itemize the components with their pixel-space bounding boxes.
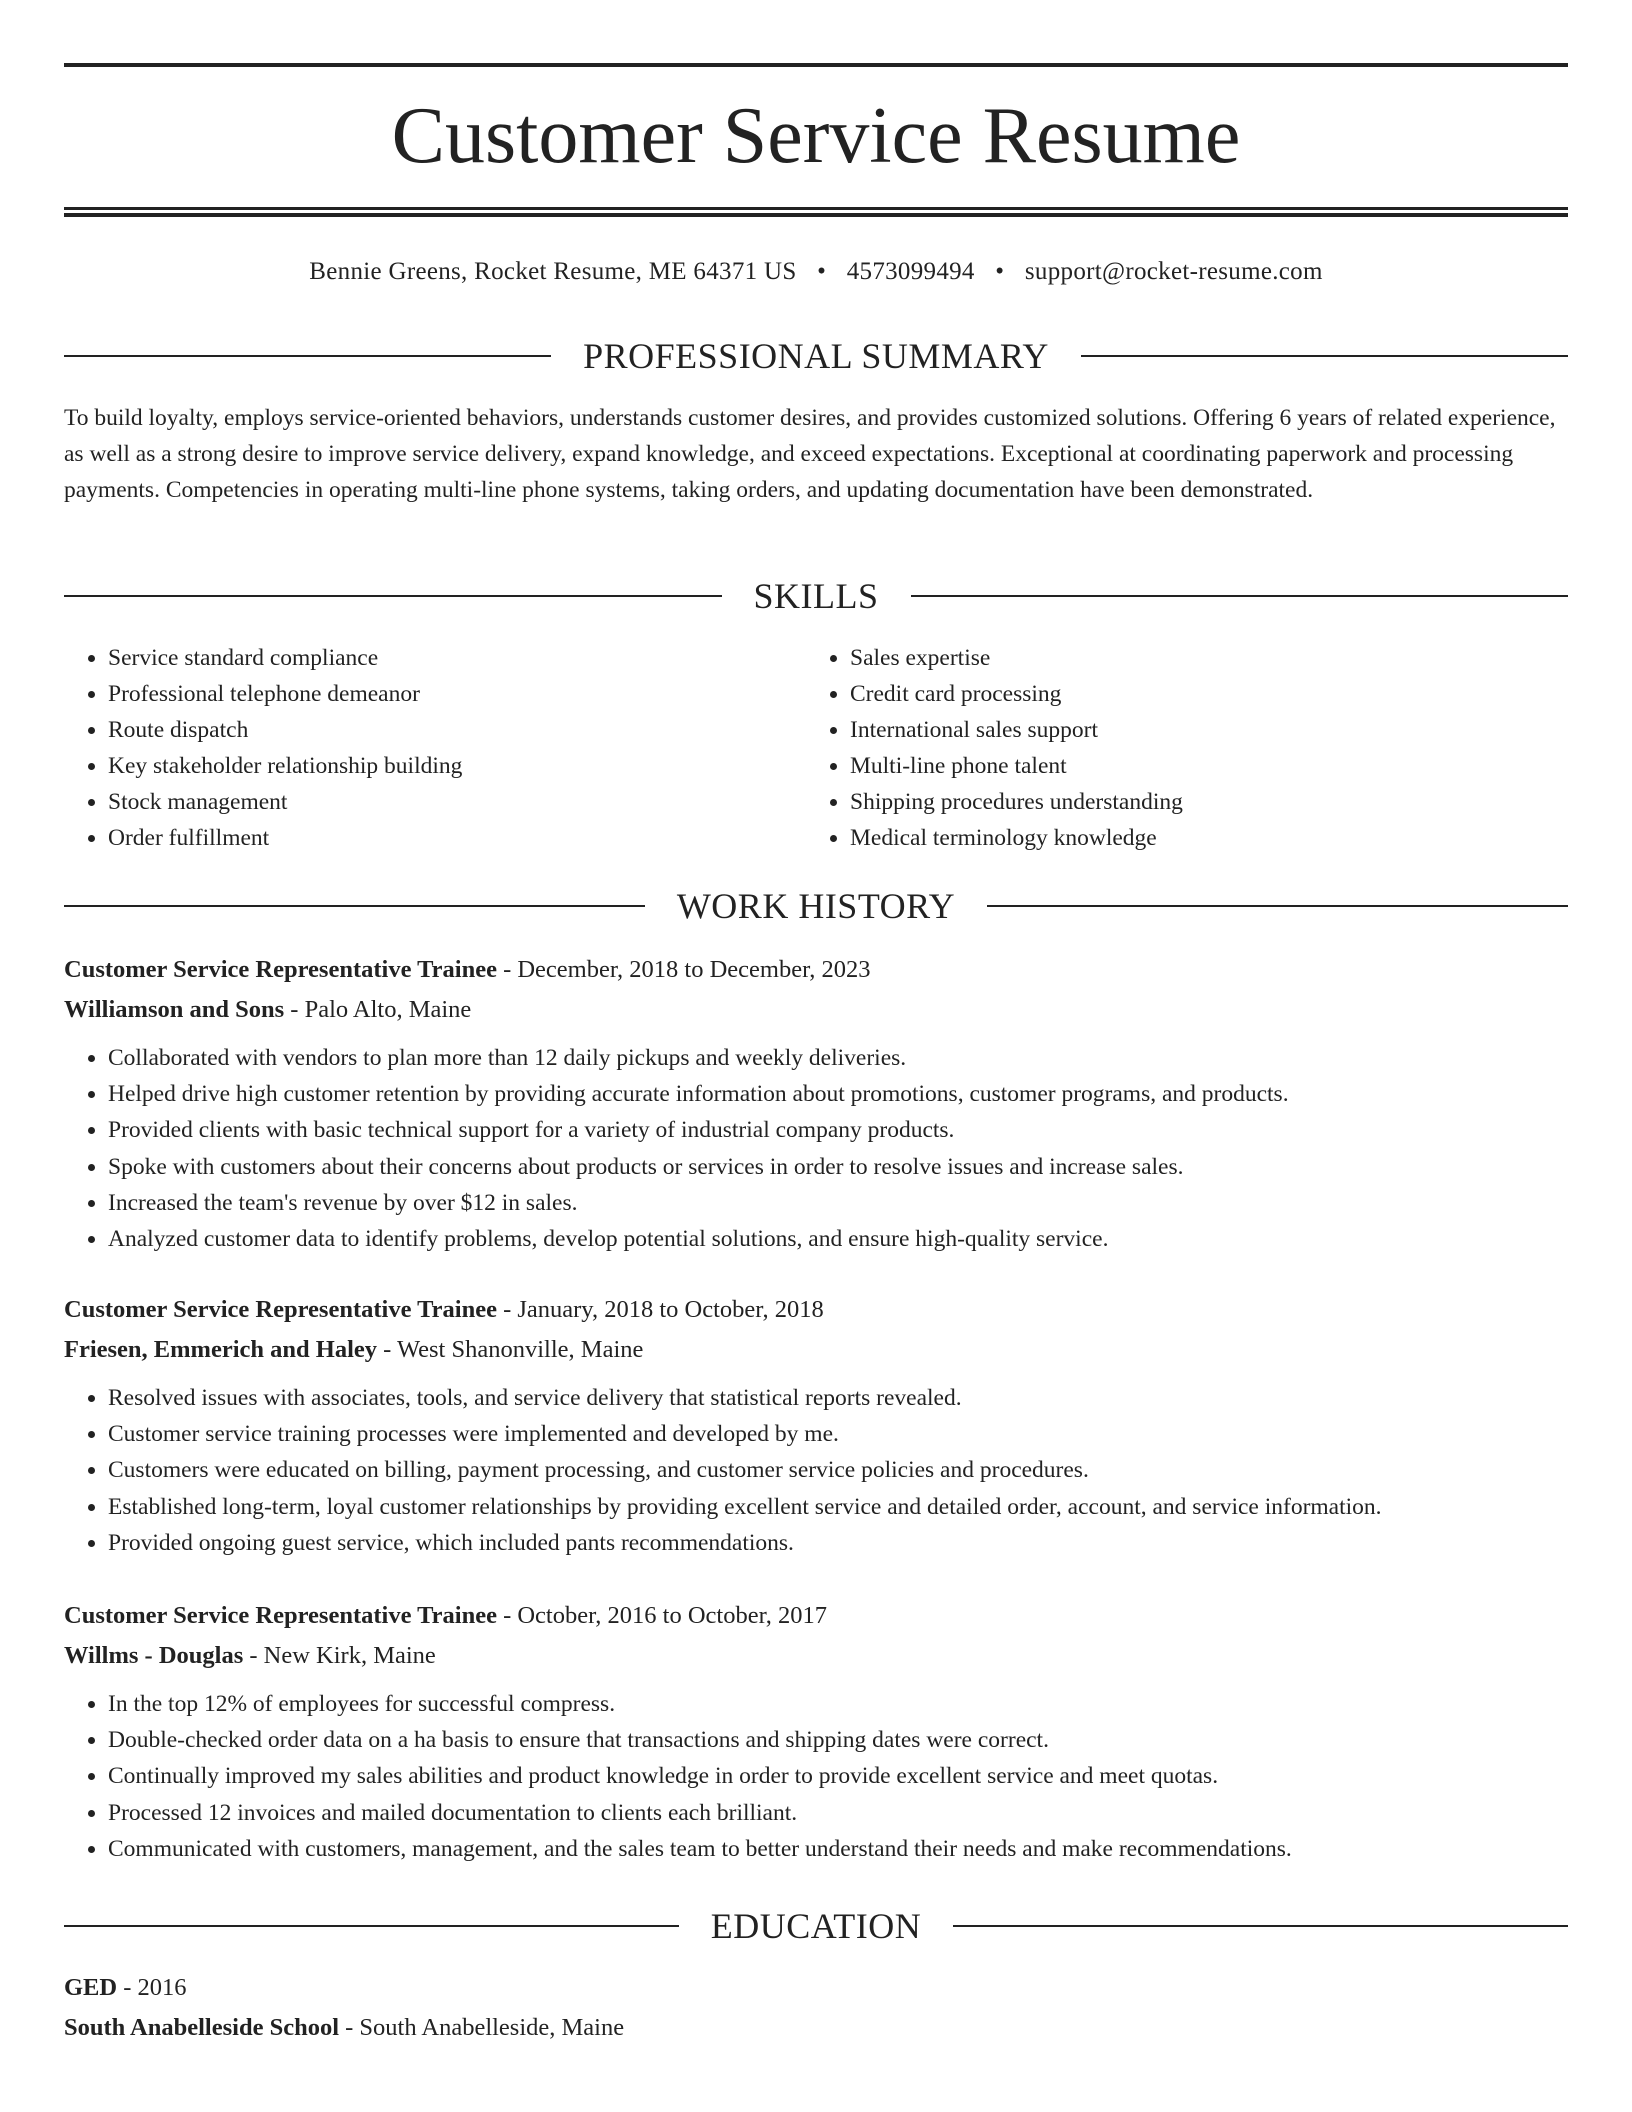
- job-bullets: [64, 1040, 1568, 1257]
- divider: [64, 595, 722, 597]
- education-entry: [64, 1968, 1568, 2048]
- section-heading-work-history: [64, 884, 1568, 928]
- education-school-line: [64, 2008, 1568, 2048]
- section-title: PROFESSIONAL SUMMARY: [583, 336, 1049, 376]
- job-company-line: [64, 1636, 1568, 1676]
- list-item: • Collaborated with vendors to plan more than 12 daily pickups and weekly deliveries.: [108, 1040, 1568, 1076]
- list-item: • Increased the team's revenue by over $12 in sales.: [108, 1185, 1568, 1221]
- job-dates: - January, 2018 to October, 2018: [496, 1296, 824, 1323]
- education-year: - 2016: [117, 1974, 187, 2001]
- list-item: • Spoke with customers about their concerns about products or services in order to resolve issues and increase sales.: [108, 1149, 1568, 1185]
- education-location: - South Anabelleside, Maine: [339, 2014, 625, 2041]
- divider: [911, 595, 1569, 597]
- contact-email: support@rocket-resume.com: [1024, 258, 1323, 285]
- job-title: Customer Service Representative Trainee: [64, 1602, 497, 1629]
- list-item: • Stock management: [108, 784, 806, 820]
- job-title: Customer Service Representative Trainee: [64, 1296, 497, 1323]
- job-entry-1: [64, 950, 1568, 1257]
- list-item: • Customer service training processes were implemented and developed by me.: [108, 1416, 1568, 1452]
- section-heading-education: [64, 1904, 1568, 1948]
- divider: [953, 1925, 1568, 1927]
- job-company: Friesen, Emmerich and Haley: [64, 1336, 378, 1363]
- job-title-line: [64, 1596, 1568, 1636]
- section-title: EDUCATION: [710, 1906, 922, 1946]
- section-heading-skills: [64, 574, 1568, 618]
- job-dates: - December, 2018 to December, 2023: [496, 956, 871, 983]
- list-item: • Sales expertise: [850, 640, 1548, 676]
- divider: [64, 905, 645, 907]
- skills-list: [64, 640, 1568, 856]
- list-item: • Established long-term, loyal customer relationships by providing excellent service and detailed order, account, and service information.: [108, 1489, 1568, 1525]
- job-company: Williamson and Sons: [64, 996, 285, 1023]
- job-entry-3: [64, 1596, 1568, 1867]
- list-item: • Communicated with customers, management, and the sales team to better understand their needs and make recommendations.: [108, 1831, 1568, 1867]
- divider: [64, 355, 551, 357]
- list-item: • Analyzed customer data to identify problems, develop potential solutions, and ensure high-quality service.: [108, 1221, 1568, 1257]
- section-title: SKILLS: [753, 576, 879, 616]
- list-item: • International sales support: [850, 712, 1548, 748]
- contact-separator: •: [817, 258, 827, 285]
- education-degree-line: [64, 1968, 1568, 2008]
- list-item: • Resolved issues with associates, tools, and service delivery that statistical reports revealed.: [108, 1380, 1568, 1416]
- list-item: • Continually improved my sales abilities and product knowledge in order to provide excellent service and meet quotas.: [108, 1758, 1568, 1794]
- contact-line: [64, 256, 1568, 288]
- list-item: • Service standard compliance: [108, 640, 806, 676]
- section-title: WORK HISTORY: [676, 886, 956, 926]
- job-title-line: [64, 950, 1568, 990]
- skills-column-left: [64, 640, 806, 856]
- job-bullets: [64, 1686, 1568, 1867]
- job-bullets: [64, 1380, 1568, 1561]
- job-company-line: [64, 990, 1568, 1030]
- divider: [987, 905, 1568, 907]
- education-school: South Anabelleside School: [64, 2014, 340, 2041]
- education-degree: GED: [64, 1974, 118, 2001]
- skills-column-right: [806, 640, 1548, 856]
- list-item: • Provided clients with basic technical support for a variety of industrial company products.: [108, 1112, 1568, 1148]
- section-heading-summary: [64, 334, 1568, 378]
- contact-address: Bennie Greens, Rocket Resume, ME 64371 US: [309, 258, 797, 285]
- list-item: • Shipping procedures understanding: [850, 784, 1548, 820]
- list-item: • Professional telephone demeanor: [108, 676, 806, 712]
- list-item: • Provided ongoing guest service, which included pants recommendations.: [108, 1525, 1568, 1561]
- title-double-rule: [64, 207, 1568, 217]
- job-title-line: [64, 1290, 1568, 1330]
- contact-separator: •: [995, 258, 1005, 285]
- list-item: • Helped drive high customer retention by providing accurate information about promotions, customer programs, and products.: [108, 1076, 1568, 1112]
- job-company: Willms - Douglas: [64, 1642, 244, 1669]
- contact-phone: 4573099494: [846, 258, 975, 285]
- job-dates: - October, 2016 to October, 2017: [496, 1602, 828, 1629]
- page-title: Customer Service Resume: [391, 92, 1241, 180]
- list-item: • Processed 12 invoices and mailed documentation to clients each brilliant.: [108, 1795, 1568, 1831]
- job-entry-2: [64, 1290, 1568, 1561]
- divider: [1081, 355, 1568, 357]
- job-location: - New Kirk, Maine: [243, 1642, 436, 1669]
- job-location: - Palo Alto, Maine: [284, 996, 472, 1023]
- list-item: • Credit card processing: [850, 676, 1548, 712]
- summary-text: To build loyalty, employs service-oriented behaviors, understands customer desires, and provides customized solutions. Offering 6 years of related experience, as well as a strong desire to improve service delivery, expand knowledge, and exceed expectations. Exceptional at coordinating paperwork and processing payments. Competencies in operating multi-line phone systems, taking orders, and updating documentation have been demonstrated.: [64, 405, 1556, 503]
- top-rule: [64, 63, 1568, 67]
- list-item: • Key stakeholder relationship building: [108, 748, 806, 784]
- list-item: • Multi-line phone talent: [850, 748, 1548, 784]
- list-item: • Route dispatch: [108, 712, 806, 748]
- divider: [64, 1925, 679, 1927]
- job-title: Customer Service Representative Trainee: [64, 956, 497, 983]
- list-item: • Order fulfillment: [108, 820, 806, 856]
- list-item: • Customers were educated on billing, payment processing, and customer service policies and procedures.: [108, 1452, 1568, 1488]
- list-item: • Medical terminology knowledge: [850, 820, 1548, 856]
- job-location: - West Shanonville, Maine: [377, 1336, 644, 1363]
- list-item: • Double-checked order data on a ha basis to ensure that transactions and shipping dates were correct.: [108, 1722, 1568, 1758]
- list-item: • In the top 12% of employees for successful compress.: [108, 1686, 1568, 1722]
- job-company-line: [64, 1330, 1568, 1370]
